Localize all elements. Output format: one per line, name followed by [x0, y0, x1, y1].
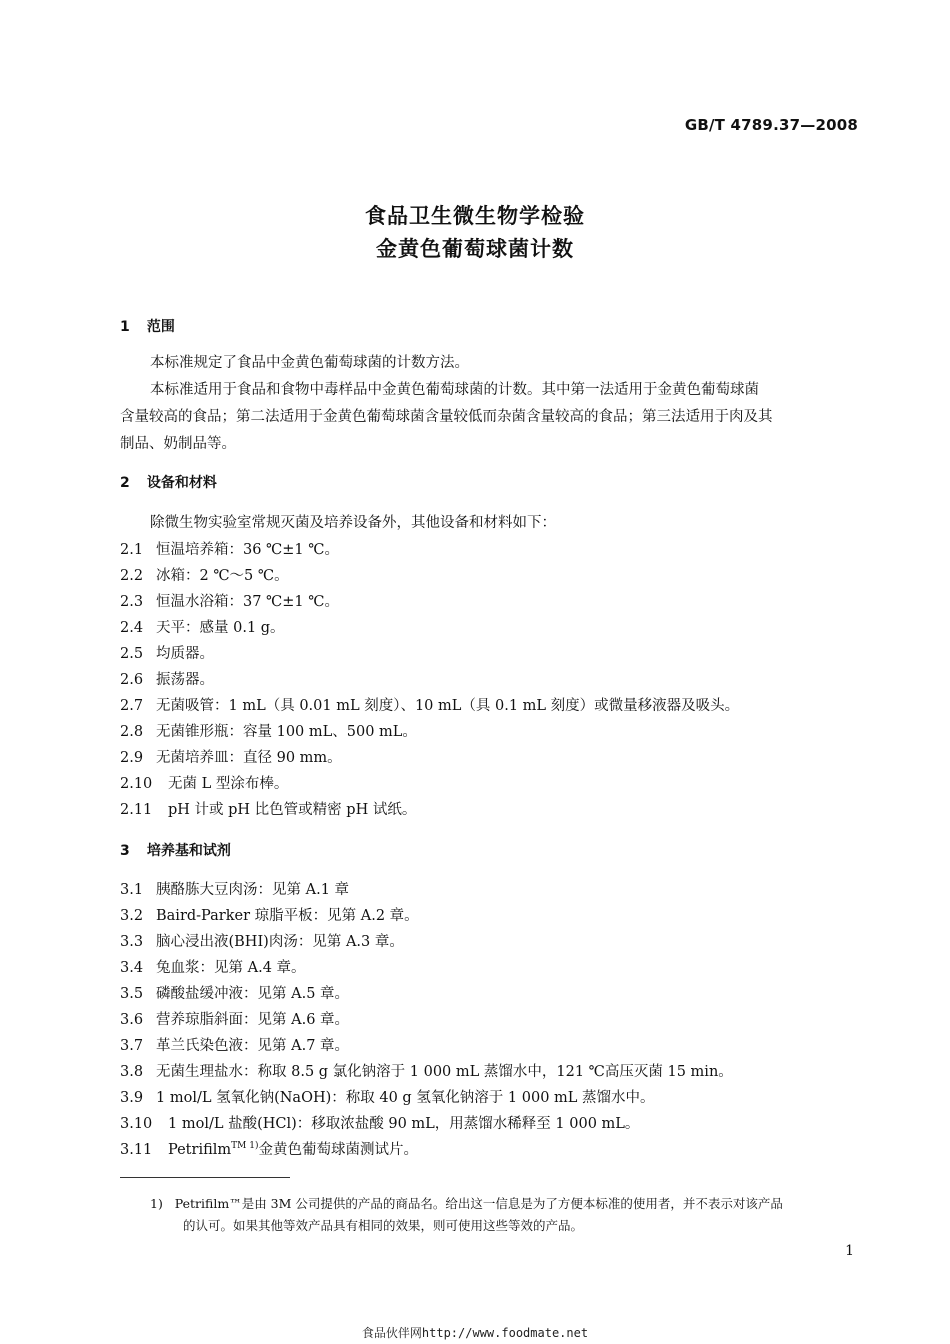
paragraph: 本标准规定了食品中金黄色葡萄球菌的计数方法。 [150, 355, 469, 371]
list-item [120, 904, 419, 925]
item-number: 2.8 [120, 724, 144, 740]
item-text: 胰酪胨大豆肉汤：见第 A.1 章 [156, 882, 350, 898]
item-number: 3.5 [120, 986, 144, 1002]
section-number: 1 [120, 319, 130, 335]
list-item [120, 798, 416, 819]
list-item [120, 642, 214, 663]
list-item [120, 1086, 655, 1107]
item-number: 3.10 [120, 1116, 153, 1132]
item-number: 2.5 [120, 646, 144, 662]
item-number: 2.1 [120, 542, 144, 558]
paragraph-continuation: 含量较高的食品；第二法适用于金黄色葡萄球菌含量较低而杂菌含量较高的食品；第三法适用于肉及其 [120, 409, 773, 425]
item-number: 2.6 [120, 672, 144, 688]
item-text: 磷酸盐缓冲液：见第 A.5 章。 [156, 986, 350, 1002]
item-number: 3.3 [120, 934, 144, 950]
paragraph: 除微生物实验室常规灭菌及培养设备外，其他设备和材料如下： [150, 515, 556, 531]
item-text: 无菌锥形瓶：容量 100 mL、500 mL。 [156, 724, 417, 740]
list-item [120, 746, 342, 767]
section-number: 3 [120, 843, 130, 859]
list-item [120, 1112, 639, 1133]
item-number: 2.9 [120, 750, 144, 766]
list-item [120, 1060, 733, 1081]
section-number: 2 [120, 475, 130, 491]
list-item [120, 538, 339, 559]
section-1-heading [120, 316, 175, 336]
item-number: 2.4 [120, 620, 144, 636]
footnote-reference: TM 1) [231, 1141, 259, 1152]
list-item [120, 590, 339, 611]
list-item [120, 878, 349, 899]
item-number: 3.9 [120, 1090, 144, 1106]
list-item [120, 616, 285, 637]
section-title: 范围 [146, 319, 175, 335]
paragraph-continuation: 制品、奶制品等。 [120, 436, 236, 452]
item-text: 无菌吸管：1 mL（具 0.01 mL 刻度）、10 mL（具 0.1 mL 刻度）或微量移液器及吸头。 [156, 698, 740, 714]
list-item [120, 1008, 349, 1029]
item-number: 2.10 [120, 776, 153, 792]
item-text: 无菌生理盐水：称取 8.5 g 氯化钠溶于 1 000 mL 蒸馏水中，121 ℃高压灭菌 15 min。 [156, 1064, 733, 1080]
list-item [120, 772, 288, 793]
section-title: 培养基和试剂 [146, 843, 231, 859]
list-item [120, 720, 417, 741]
item-text: 营养琼脂斜面：见第 A.6 章。 [156, 1012, 350, 1028]
title-line-1: 食品卫生微生物学检验 [365, 204, 585, 228]
item-number: 3.6 [120, 1012, 144, 1028]
footnote-marker: 1) [150, 1196, 163, 1211]
list-item [120, 668, 214, 689]
list-item [120, 1138, 418, 1159]
standard-number: GB/T 4789.37—2008 [684, 116, 858, 134]
item-text: 金黄色葡萄球菌测试片。 [258, 1142, 418, 1158]
item-text: 均质器。 [156, 646, 214, 662]
item-number: 3.8 [120, 1064, 144, 1080]
footnote-continuation: 的认可。如果其他等效产品具有相同的效果，则可使用这些等效的产品。 [183, 1218, 584, 1233]
item-text: 恒温培养箱：36 ℃±1 ℃。 [156, 542, 339, 558]
item-text: 1 mol/L 盐酸(HCl)：移取浓盐酸 90 mL，用蒸馏水稀释至 1 000 mL。 [168, 1116, 640, 1132]
item-text: 恒温水浴箱：37 ℃±1 ℃。 [156, 594, 339, 610]
page-number: 1 [845, 1243, 854, 1259]
footnote [150, 1194, 783, 1212]
item-text: 1 mol/L 氢氧化钠(NaOH)：称取 40 g 氢氧化钠溶于 1 000 mL 蒸馏水中。 [156, 1090, 655, 1106]
list-item [120, 694, 739, 715]
section-3-heading [120, 840, 231, 860]
title-line-2: 金黄色葡萄球菌计数 [376, 237, 574, 261]
item-number: 3.7 [120, 1038, 144, 1054]
list-item [120, 1034, 349, 1055]
item-text: 冰箱：2 ℃～5 ℃。 [156, 568, 289, 584]
item-text: 无菌 L 型涂布棒。 [168, 776, 289, 792]
footnote-divider [120, 1177, 290, 1178]
list-item [120, 930, 404, 951]
footnote-text: Petrifilm™是由 3M 公司提供的产品的商品名。给出这一信息是为了方便本标准的使用者，并不表示对该产品 [174, 1196, 783, 1211]
item-number: 3.11 [120, 1142, 153, 1158]
item-number: 2.7 [120, 698, 144, 714]
item-text: 脑心浸出液(BHI)肉汤：见第 A.3 章。 [156, 934, 404, 950]
item-number: 2.11 [120, 802, 153, 818]
item-text: 无菌培养皿：直径 90 mm。 [156, 750, 342, 766]
list-item [120, 956, 306, 977]
item-text: Petrifilm [168, 1142, 232, 1158]
website-footer: 食品伙伴网http://www.foodmate.net [361, 1326, 589, 1340]
item-number: 2.2 [120, 568, 144, 584]
item-text: 天平：感量 0.1 g。 [156, 620, 285, 636]
item-number: 3.2 [120, 908, 144, 924]
section-title: 设备和材料 [146, 475, 217, 491]
item-text: pH 计或 pH 比色管或精密 pH 试纸。 [168, 802, 417, 818]
item-number: 2.3 [120, 594, 144, 610]
item-text: 兔血浆：见第 A.4 章。 [156, 960, 306, 976]
list-item [120, 982, 349, 1003]
list-item [120, 564, 289, 585]
item-number: 3.4 [120, 960, 144, 976]
item-text: 革兰氏染色液：见第 A.7 章。 [156, 1038, 350, 1054]
item-text: 振荡器。 [156, 672, 214, 688]
section-2-heading [120, 472, 217, 492]
item-text: Baird-Parker 琼脂平板：见第 A.2 章。 [156, 908, 419, 924]
paragraph: 本标准适用于食品和食物中毒样品中金黄色葡萄球菌的计数。其中第一法适用于金黄色葡萄球菌 [150, 382, 759, 398]
item-number: 3.1 [120, 882, 144, 898]
